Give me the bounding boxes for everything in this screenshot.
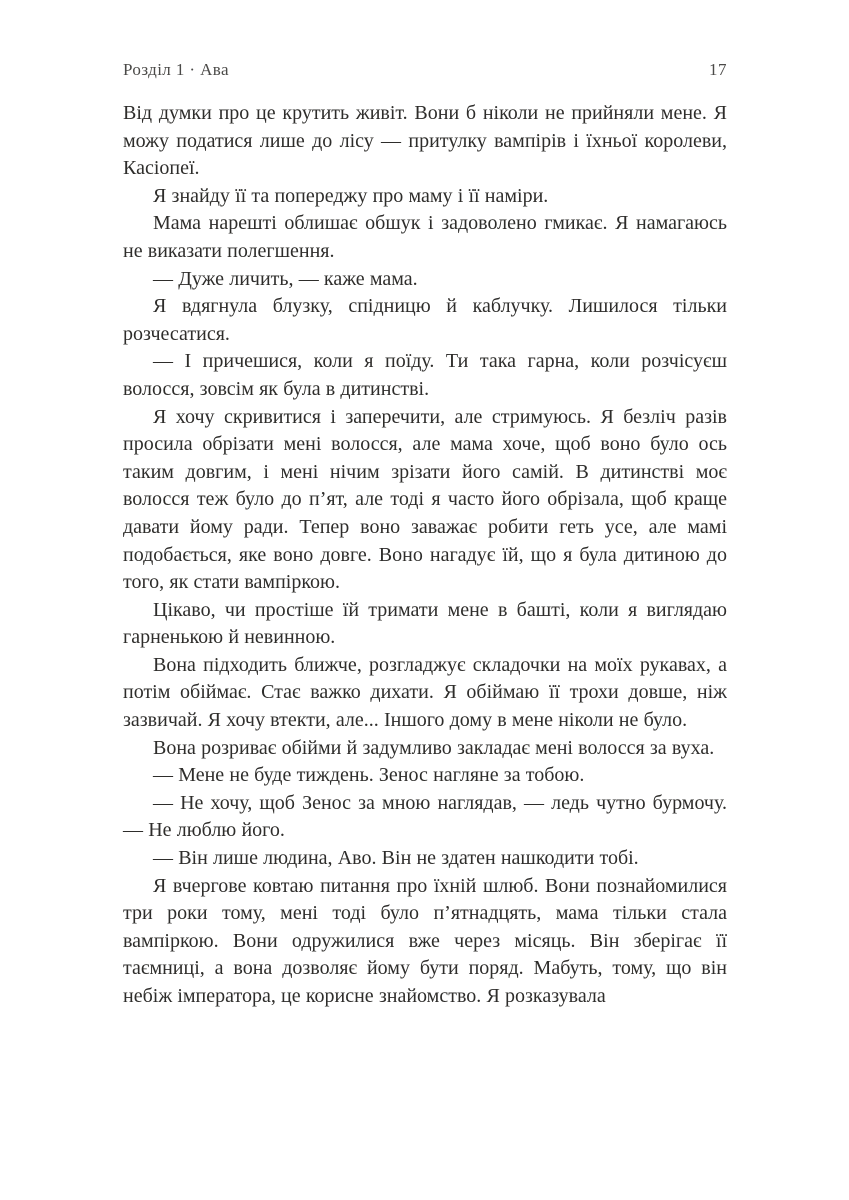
body-text bbox=[123, 100, 727, 1011]
page-number: 17 bbox=[709, 60, 727, 79]
paragraph: Вона розриває обійми й задумливо закладає мені волосся за вуха. bbox=[153, 736, 715, 759]
paragraph: Від думки про це крутить живіт. Вони б ніколи не прийняли мене. Я можу податися лише до лісу — притулку вампірів і їхньої королеви, Касіопеї. bbox=[123, 102, 727, 180]
paragraph-dialogue: — Дуже личить, — каже мама. bbox=[153, 267, 418, 290]
paragraph-dialogue: — Не хочу, щоб Зенос за мною наглядав, — ледь чутно бурмочу. — Не люблю його. bbox=[123, 791, 727, 842]
chapter-title: Розділ 1 · Ава bbox=[123, 60, 229, 79]
paragraph: Вона підходить ближче, розгладжує складочки на моїх рукавах, а потім обіймає. Стає важко дихати. Я обіймаю її трохи довше, ніж зазвичай. Я хочу втекти, але... Іншого дому в мене ніколи не було. bbox=[123, 653, 727, 732]
paragraph: Мама нарешті облишає обшук і задоволено гмикає. Я намагаюсь не виказати полегшення. bbox=[123, 212, 727, 262]
paragraph-dialogue: — І причешися, коли я поїду. Ти така гарна, коли розчісуєш волосся, зовсім як була в дитинстві. bbox=[123, 350, 727, 400]
paragraph-dialogue: — Він лише людина, Аво. Він не здатен нашкодити тобі. bbox=[153, 847, 639, 870]
paragraph: Я знайду її та попереджу про маму і її наміри. bbox=[153, 184, 549, 207]
paragraph: Цікаво, чи простіше їй тримати мене в башті, коли я виглядаю гарненькою й невинною. bbox=[123, 598, 727, 649]
paragraph: Я хочу скривитися і заперечити, але стримуюсь. Я безліч разів просила обрізати мені волосся, але мама хоче, щоб воно було ось таким довгим, і мені нічим зрізати його самій. В дитинстві моє волосся теж було до п’ят, але тоді я часто його обрізала, щоб краще давати йому ради. Тепер воно заважає робити геть усе, але мамі подобається, яке воно довге. Воно нагадує їй, що я була дитиною до того, як стати вампіркою. bbox=[123, 405, 727, 594]
paragraph: Я вчергове ковтаю питання про їхній шлюб. Вони познайомилися три роки тому, мені тоді було п’ятнадцять, мама тільки стала вампіркою. Вони одружилися вже через місяць. Він зберігає її таємниці, а вона дозволяє йому бути поряд. Мабуть, тому, що він небіж імператора, це корисне знайомство. Я розказувала bbox=[123, 874, 727, 1007]
running-head bbox=[123, 60, 727, 80]
paragraph-dialogue: — Мене не буде тиждень. Зенос нагляне за тобою. bbox=[153, 764, 585, 787]
paragraph: Я вдягнула блузку, спідницю й каблучку. Лишилося тільки розчесатися. bbox=[123, 295, 727, 345]
